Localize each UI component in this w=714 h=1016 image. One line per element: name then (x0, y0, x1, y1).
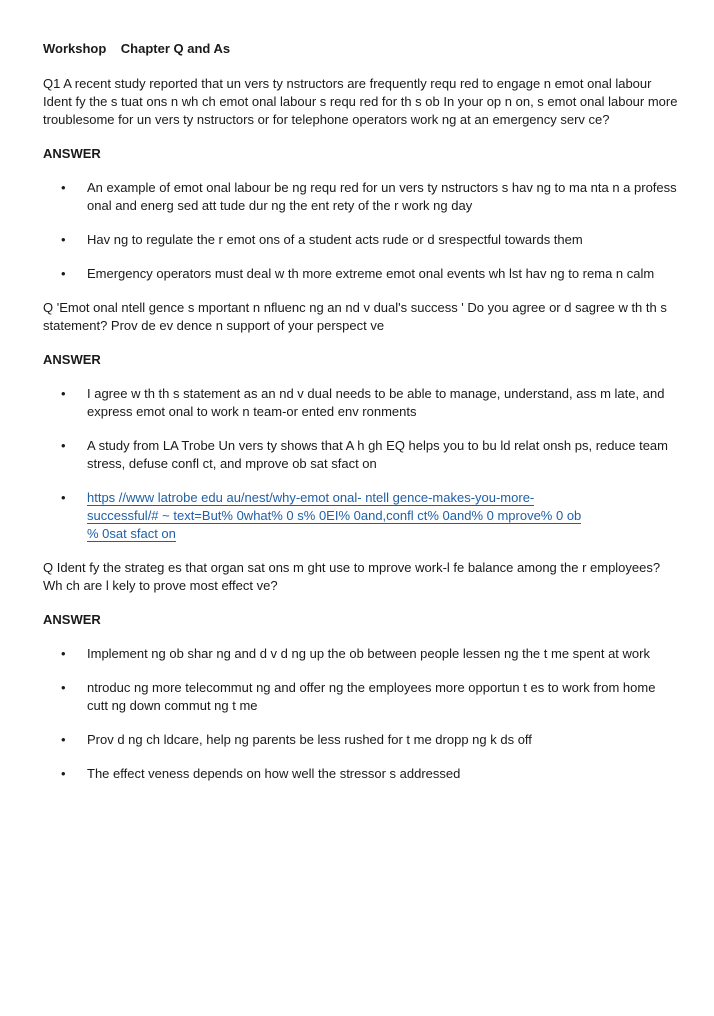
question-3: Q Ident fy the strateg es that organ sat ons m ght use to mprove work-l fe balance among the r employees? Wh ch are l kely to prove most effect ve? (43, 560, 661, 593)
list-item: • I agree w th th s statement as an nd v dual needs to be able to manage, understand, ass m late, and express emot onal to work n team-or ented env ronments (61, 386, 665, 419)
source-link-line: successful/# ~ text=But% 0what% 0 s% 0EI% 0and,confl ct% 0and% 0 mprove% 0 ob (87, 508, 582, 523)
answer-list-1 (43, 179, 678, 283)
bullet-icon: • (61, 438, 66, 453)
list-item: • ntroduc ng more telecommut ng and offer ng the employees more opportun t es to work from home cutt ng down commut ng t me (61, 680, 656, 713)
document-title: Workshop Chapter Q and As (43, 41, 231, 56)
list-item: • A study from LA Trobe Un vers ty shows that A h gh EQ helps you to bu ld relat onsh ps, reduce team stress, defuse confl ct, and mprove ob sat sfact on (61, 438, 668, 471)
bullet-icon: • (61, 232, 66, 247)
source-link[interactable] (87, 490, 581, 542)
bullet-icon: • (61, 180, 66, 195)
bullet-icon: • (61, 490, 66, 505)
question-1: Q1 A recent study reported that un vers ty nstructors are frequently requ red to engage n emot onal labour Ident fy the s tuat ons n wh ch emot onal labour s requ red for th s ob In your op n on, s emot onal labour more troublesome for un vers ty nstructors or for telephone operators work ng at an emergency serv ce? (43, 76, 678, 127)
list-item: • An example of emot onal labour be ng requ red for un vers ty nstructors s hav ng to ma nta n a profess onal and energ sed att tude dur ng the ent rety of the r work ng day (61, 180, 677, 213)
list-item: • Prov d ng ch ldcare, help ng parents be less rushed for t me dropp ng k ds off (61, 732, 532, 747)
answer-heading-2: ANSWER (43, 352, 101, 367)
bullet-icon: • (61, 646, 66, 661)
answer-list-3 (43, 645, 678, 783)
list-item: • The effect veness depends on how well the stressor s addressed (61, 766, 461, 781)
list-item (43, 489, 678, 543)
bullet-icon: • (61, 766, 66, 781)
source-link-line: https //www latrobe edu au/nest/why-emot onal- ntell gence-makes-you-more- (87, 490, 535, 505)
source-link-line: % 0sat sfact on (87, 526, 176, 541)
bullet-icon: • (61, 266, 66, 281)
answer-list-2 (43, 385, 678, 543)
bullet-icon: • (61, 680, 66, 695)
bullet-icon: • (61, 732, 66, 747)
answer-heading-3: ANSWER (43, 612, 101, 627)
question-2: Q 'Emot onal ntell gence s mportant n nfluenc ng an nd v dual's success ' Do you agree or d sagree w th th s statement? Prov de ev dence n support of your perspect ve (43, 300, 667, 333)
list-item: • Implement ng ob shar ng and d v d ng up the ob between people lessen ng the t me spent at work (61, 646, 650, 661)
list-item: • Emergency operators must deal w th more extreme emot onal events wh lst hav ng to rema n calm (61, 266, 655, 281)
bullet-icon: • (61, 386, 66, 401)
list-item: • Hav ng to regulate the r emot ons of a student acts rude or d srespectful towards them (61, 232, 583, 247)
answer-heading-1: ANSWER (43, 146, 101, 161)
